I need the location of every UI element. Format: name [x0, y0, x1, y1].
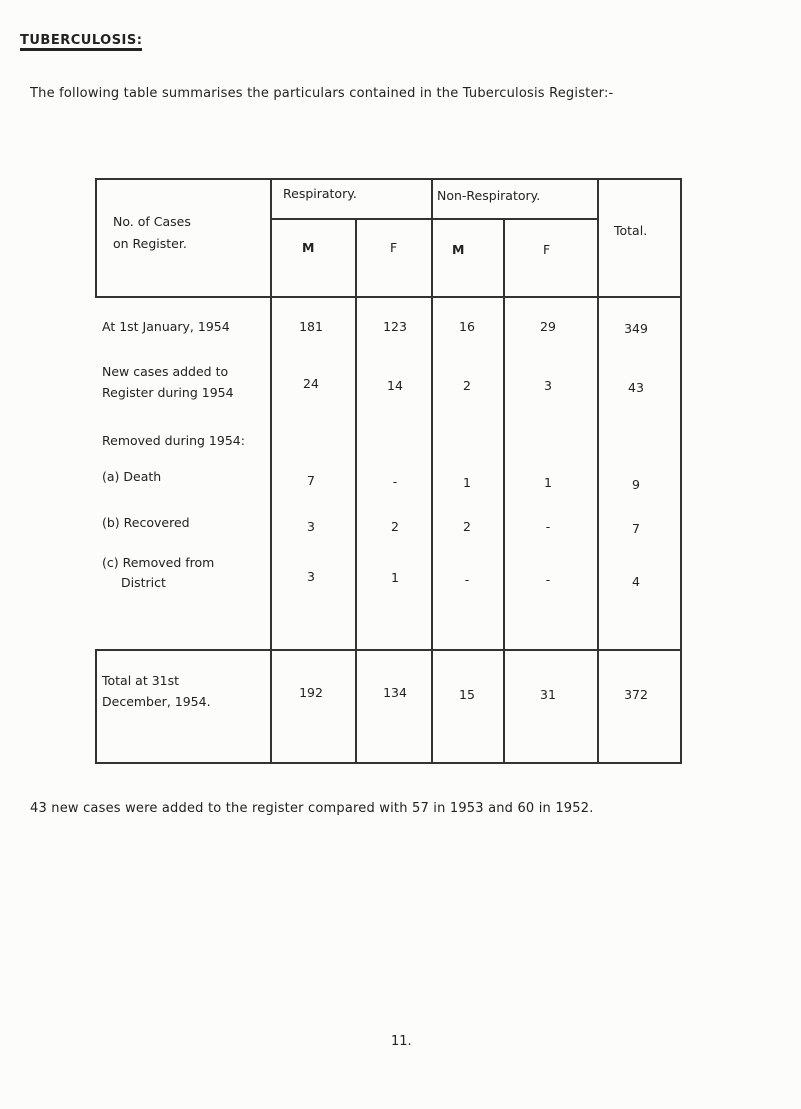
- cell-nonresp-m: 15: [459, 687, 475, 702]
- cell-total: 9: [632, 477, 640, 492]
- col-line-2: [355, 218, 357, 763]
- row-label-line2: December, 1954.: [102, 694, 211, 709]
- cell-resp-m: 3: [307, 569, 315, 584]
- cell-total: 372: [624, 687, 648, 702]
- header-resp-f: F: [390, 240, 398, 255]
- col-line-1: [270, 178, 272, 763]
- cell-nonresp-f: 31: [540, 687, 556, 702]
- cell-nonresp-f: 3: [544, 378, 552, 393]
- cell-resp-m: 3: [307, 519, 315, 534]
- row-label: (c) Removed from: [102, 555, 215, 570]
- cell-nonresp-f: -: [545, 519, 551, 534]
- cell-nonresp-f: 1: [544, 475, 552, 490]
- table-border-left-total: [95, 649, 97, 763]
- cell-resp-m: 181: [299, 319, 323, 334]
- intro-text: The following table summarises the particulars contained in the Tuberculosis Register:-: [30, 86, 614, 101]
- cell-nonresp-f: 29: [540, 319, 556, 334]
- cell-resp-f: 1: [391, 570, 399, 585]
- cell-resp-f: 134: [383, 685, 407, 700]
- page-heading: TUBERCULOSIS:: [20, 34, 142, 51]
- cell-nonresp-m: 2: [463, 378, 471, 393]
- total-row-line: [95, 649, 682, 651]
- row-label: Total at 31st: [102, 673, 180, 688]
- cell-resp-m: 7: [307, 473, 315, 488]
- col-line-4: [503, 218, 505, 763]
- footnote-text: 43 new cases were added to the register compared with 57 in 1953 and 60 in 1952.: [30, 801, 594, 816]
- row-label: (a) Death: [102, 469, 162, 484]
- page-number: 11.: [391, 1034, 412, 1049]
- header-bottom-line: [95, 296, 682, 298]
- cell-total: 349: [624, 321, 648, 336]
- header-resp-m: M: [302, 240, 315, 255]
- cell-resp-f: -: [392, 474, 398, 489]
- cell-total: 43: [628, 380, 644, 395]
- table-border-right: [680, 178, 682, 763]
- row-label-line2: District: [121, 575, 166, 590]
- cell-total: 7: [632, 521, 640, 536]
- cell-total: 4: [632, 574, 640, 589]
- row-label: (b) Recovered: [102, 515, 190, 530]
- col-line-5: [597, 178, 599, 763]
- header-row-label-1: No. of Cases: [113, 214, 191, 229]
- row-label: At 1st January, 1954: [102, 319, 230, 334]
- header-row-label-2: on Register.: [113, 236, 187, 251]
- row-label-line2: Register during 1954: [102, 385, 234, 400]
- header-nonresp-f: F: [543, 242, 551, 257]
- header-non-respiratory: Non-Respiratory.: [437, 188, 541, 203]
- cell-resp-f: 2: [391, 519, 399, 534]
- cell-nonresp-m: -: [464, 572, 470, 587]
- table-border-left-header: [95, 178, 97, 296]
- cell-resp-m: 192: [299, 685, 323, 700]
- row-label: New cases added to: [102, 364, 229, 379]
- header-nonresp-m: M: [452, 242, 465, 257]
- header-respiratory: Respiratory.: [283, 186, 357, 201]
- row-label: Removed during 1954:: [102, 433, 245, 448]
- cell-nonresp-f: -: [545, 572, 551, 587]
- tuberculosis-register-table: [95, 178, 682, 763]
- cell-resp-f: 123: [383, 319, 407, 334]
- cell-nonresp-m: 2: [463, 519, 471, 534]
- cell-nonresp-m: 1: [463, 475, 471, 490]
- table-border-bottom: [95, 762, 682, 764]
- cell-resp-m: 24: [303, 376, 319, 391]
- cell-resp-f: 14: [387, 378, 403, 393]
- col-line-3: [431, 178, 433, 763]
- table-border-top: [95, 178, 682, 180]
- header-sub-line: [270, 218, 597, 220]
- header-total: Total.: [614, 223, 648, 238]
- cell-nonresp-m: 16: [459, 319, 475, 334]
